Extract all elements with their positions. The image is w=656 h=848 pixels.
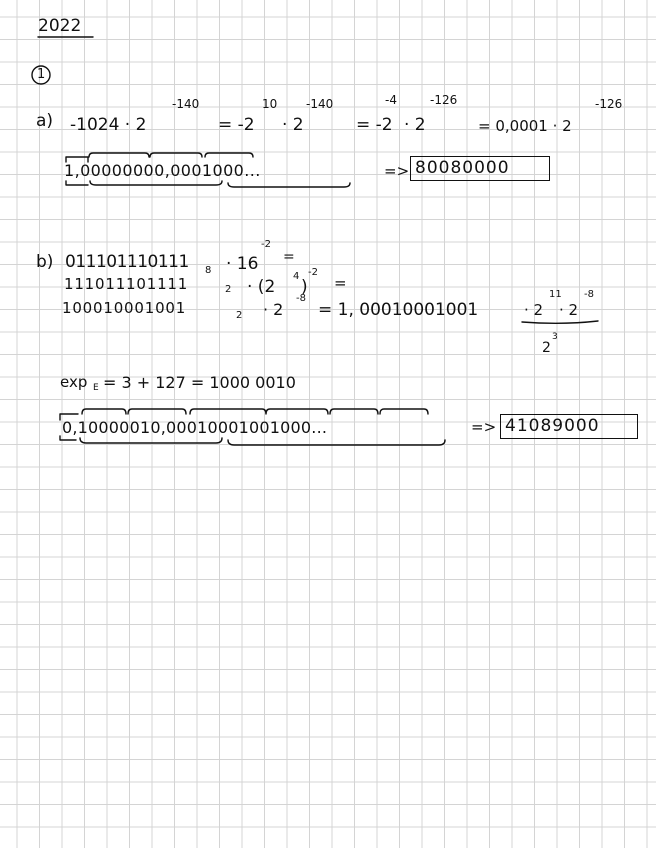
part-b-result-box: 41089000 [500, 414, 638, 439]
exponent-calculation: = 3 + 127 = 1000 0010 [103, 373, 296, 392]
part-a-term3-exp: -140 [306, 97, 334, 111]
fraction-bar [522, 321, 598, 323]
fraction-numerator-a-exp: 11 [549, 289, 562, 300]
part-b-line1-sub: 8 [205, 265, 212, 276]
part-b-top-brace [60, 409, 428, 420]
part-b-line1: 011101110111 [65, 252, 189, 272]
part-b-line3-rest: · 2 [263, 300, 284, 319]
part-a-term4: = -2 [356, 115, 393, 135]
part-a-label: a) [36, 111, 54, 131]
part-b-line2-eq: = [334, 274, 347, 292]
part-a-term1: -1024 · 2 [70, 115, 147, 135]
part-b-line3-normalized: = 1, 00010001001 [318, 300, 479, 320]
part-a-term3: · 2 [282, 115, 304, 135]
fraction-denominator: 2 [542, 340, 551, 356]
part-a-term2-exp: 10 [262, 97, 278, 111]
part-a-bottom-brace [66, 181, 350, 187]
exponent-label-sub: E [93, 383, 99, 393]
fraction-numerator-b: · 2 [559, 301, 579, 319]
task-number: 1 [37, 67, 46, 82]
part-b-label: b) [36, 252, 54, 272]
task-number-circle [32, 66, 50, 84]
part-a-bit-pattern: 1,00000000,0001000... [64, 161, 261, 180]
part-a-term1-exp: -140 [172, 97, 200, 111]
part-a-term5-exp: -126 [430, 93, 458, 107]
part-b-line3-exp: -8 [296, 293, 306, 304]
fraction-denominator-exp: 3 [552, 332, 558, 342]
part-a-top-brace [66, 153, 253, 162]
year-heading: 2022 [38, 16, 82, 36]
part-b-line3-sub: 2 [236, 310, 243, 321]
part-b-line1-exp: -2 [261, 239, 271, 250]
part-a-term2: = -2 [218, 115, 255, 135]
part-a-term6: = 0,0001 · 2 [478, 117, 572, 135]
part-b-line3: 100010001001 [62, 299, 187, 317]
part-b-line2-sub: 2 [225, 284, 232, 295]
part-b-line2: 111011101111 [64, 275, 189, 293]
part-b-line1-eq: = [283, 249, 295, 265]
part-a-arrow: => [384, 162, 410, 180]
part-a-term4-exp: -4 [385, 93, 397, 107]
part-b-line1-rest: · 16 [226, 254, 259, 274]
fraction-numerator-a: · 2 [524, 301, 544, 319]
part-b-line2-close: ) [301, 277, 308, 297]
part-b-arrow: => [471, 418, 497, 436]
part-b-bit-pattern: 0,10000010,00010001001000... [62, 418, 328, 437]
part-b-line2-exp: -2 [308, 267, 318, 278]
exponent-label: exp [60, 373, 88, 391]
part-a-term6-exp: -126 [595, 97, 623, 111]
part-a-result-box: 80080000 [410, 156, 550, 181]
fraction-numerator-b-exp: -8 [584, 289, 594, 300]
part-a-term5: · 2 [404, 115, 426, 135]
part-b-line2-rest: · (2 [247, 277, 276, 297]
part-b-line2-inner-exp: 4 [293, 271, 300, 282]
part-b-bottom-brace [60, 436, 445, 445]
